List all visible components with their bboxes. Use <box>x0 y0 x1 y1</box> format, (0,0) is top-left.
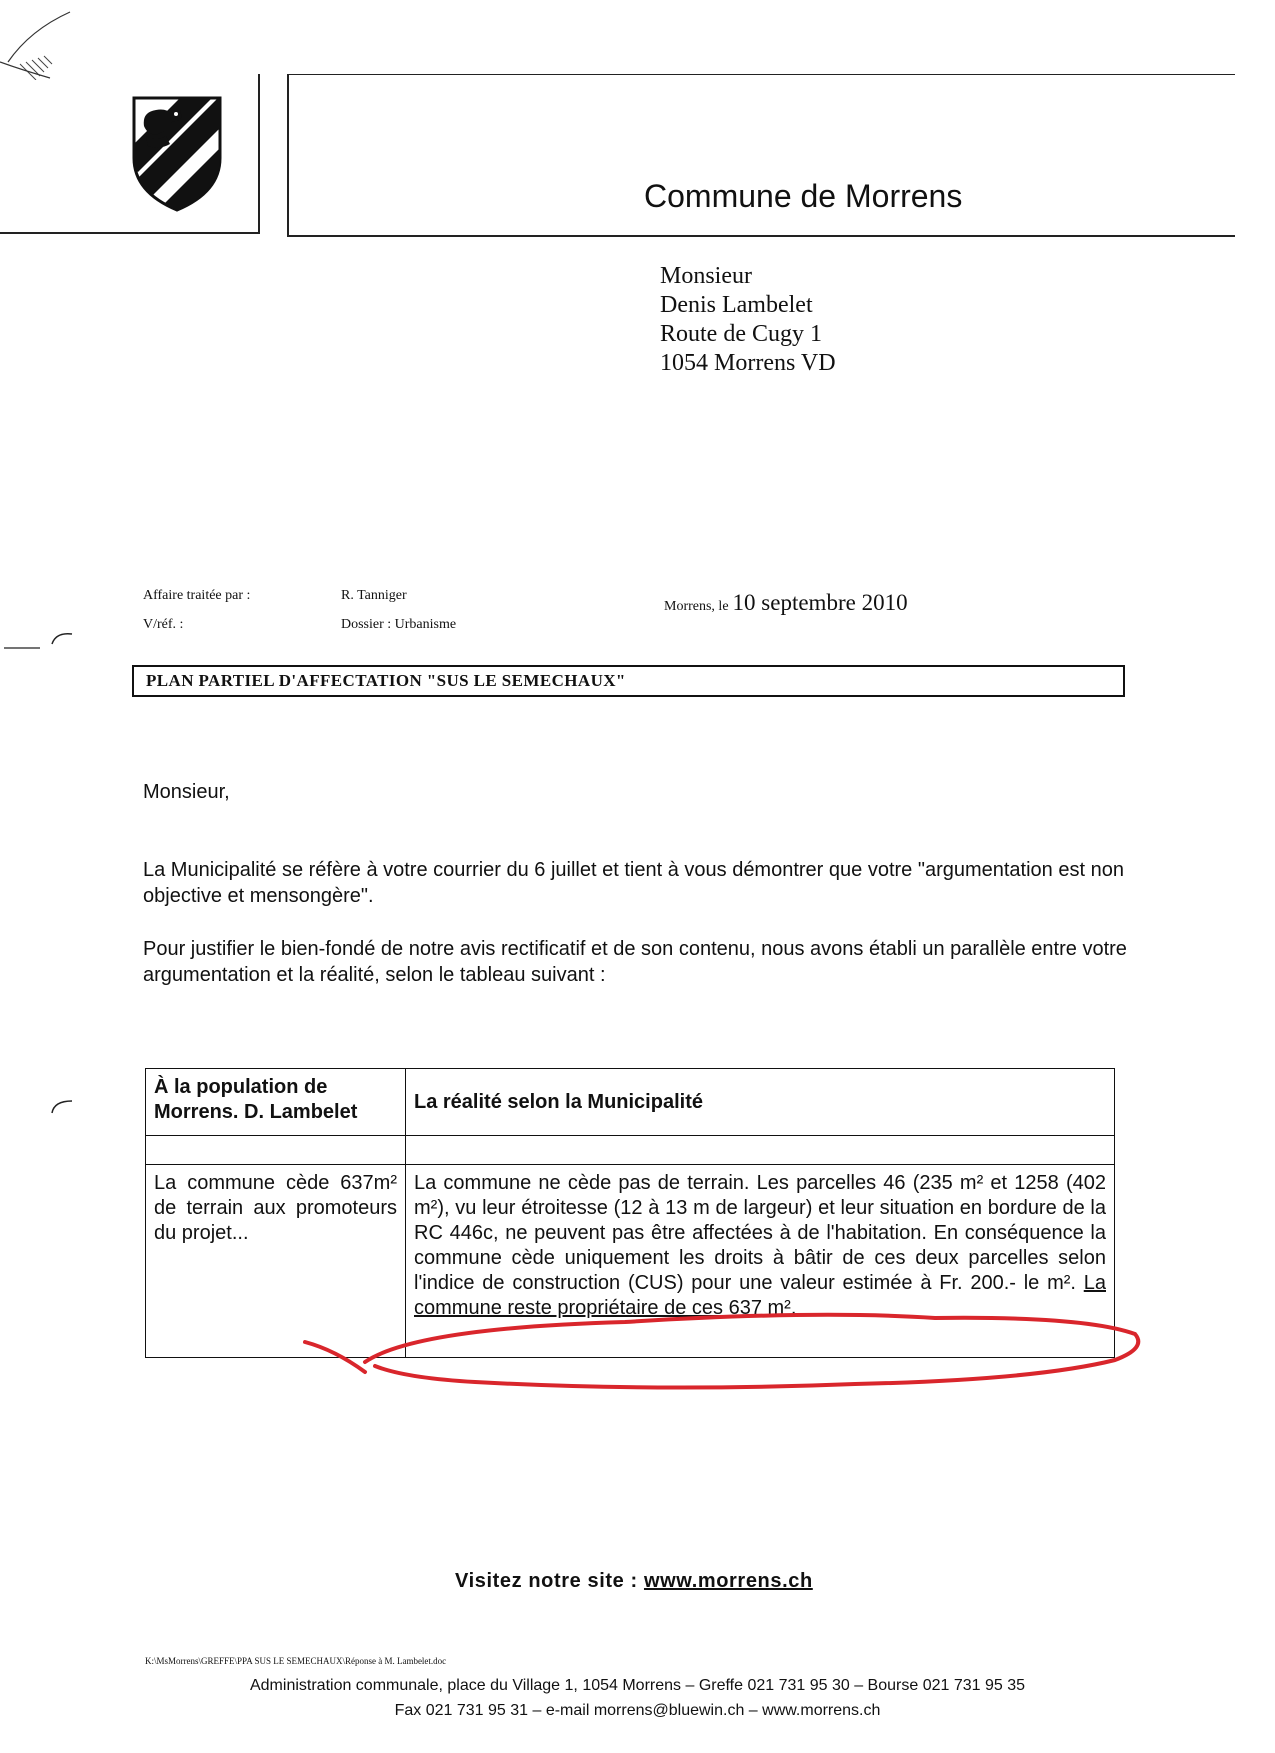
table-row <box>146 1165 1115 1358</box>
website-label: Visitez notre site : <box>455 1570 638 1592</box>
table-header-cell: À la population de Morrens. D. Lambelet <box>146 1069 406 1136</box>
coat-of-arms-logo <box>132 96 222 212</box>
table-header-row <box>146 1069 1115 1136</box>
vref-value: Dossier : Urbanisme <box>341 617 457 632</box>
scan-corner-mark <box>0 0 80 80</box>
vref-label: V/réf. : <box>143 617 184 632</box>
salutation: Monsieur, <box>143 781 230 803</box>
scan-margin-mark <box>0 620 80 650</box>
website-link[interactable]: www.morrens.ch <box>643 1570 813 1592</box>
table-header-cell: La réalité selon la Municipalité <box>406 1069 1115 1136</box>
address-line: Monsieur <box>660 263 752 289</box>
comparison-table <box>145 1068 1115 1358</box>
address-line: Denis Lambelet <box>660 292 813 318</box>
table-cell-underlined-text: La commune reste propriétaire de ces 637 m². <box>414 1272 1106 1319</box>
table-cell <box>406 1136 1115 1165</box>
affaire-label: Affaire traitée par : <box>143 588 251 603</box>
date-line <box>664 590 908 616</box>
table-cell <box>406 1165 1115 1358</box>
website-line <box>455 1570 813 1593</box>
address-line: Route de Cugy 1 <box>660 321 822 347</box>
date-prefix: Morrens, le <box>664 599 729 614</box>
body-paragraph: La Municipalité se réfère à votre courrier du 6 juillet et tient à vous démontrer que votre "argumentation est non objective et mensongère". <box>143 859 1124 907</box>
body-paragraph: Pour justifier le bien-fondé de notre avis rectificatif et de son contenu, nous avons établi un parallèle entre votre argumentation et la réalité, selon le tableau suivant : <box>143 938 1127 986</box>
address-line: 1054 Morrens VD <box>660 350 836 376</box>
commune-title: Commune de Morrens <box>644 178 963 214</box>
table-cell: La commune cède 637m² de terrain aux promoteurs du projet... <box>146 1165 406 1358</box>
table-row <box>146 1136 1115 1165</box>
footer-contact: Fax 021 731 95 31 – e-mail morrens@bluewin.ch – www.morrens.ch <box>394 1702 881 1719</box>
table-cell-text: La commune ne cède pas de terrain. Les parcelles 46 (235 m² et 1258 (402 m²), vu leur étroitesse (12 à 13 m de largeur) et leur situation en bordure de la RC 446c, ne peuvent pas être affectées à de l'habitation. En conséquence la commune cède uniquement les droits à bâtir de ces deux parcelles selon l'indice de construction (CUS) pour une valeur estimée à Fr. 200.- le m². <box>414 1172 1106 1294</box>
letter-date: 10 septembre 2010 <box>732 590 908 615</box>
scan-margin-mark <box>40 1095 80 1115</box>
recipient-address <box>660 262 836 378</box>
subject-heading: PLAN PARTIEL D'AFFECTATION "SUS LE SEMECHAUX" <box>146 671 626 690</box>
affaire-value: R. Tanniger <box>341 588 407 603</box>
file-path: K:\MsMorrens\GREFFE\PPA SUS LE SEMECHAUX\Réponse à M. Lambelet.doc <box>145 1656 447 1666</box>
table-cell <box>146 1136 406 1165</box>
footer-address: Administration communale, place du Village 1, 1054 Morrens – Greffe 021 731 95 30 – Bourse 021 731 95 35 <box>249 1677 1026 1694</box>
